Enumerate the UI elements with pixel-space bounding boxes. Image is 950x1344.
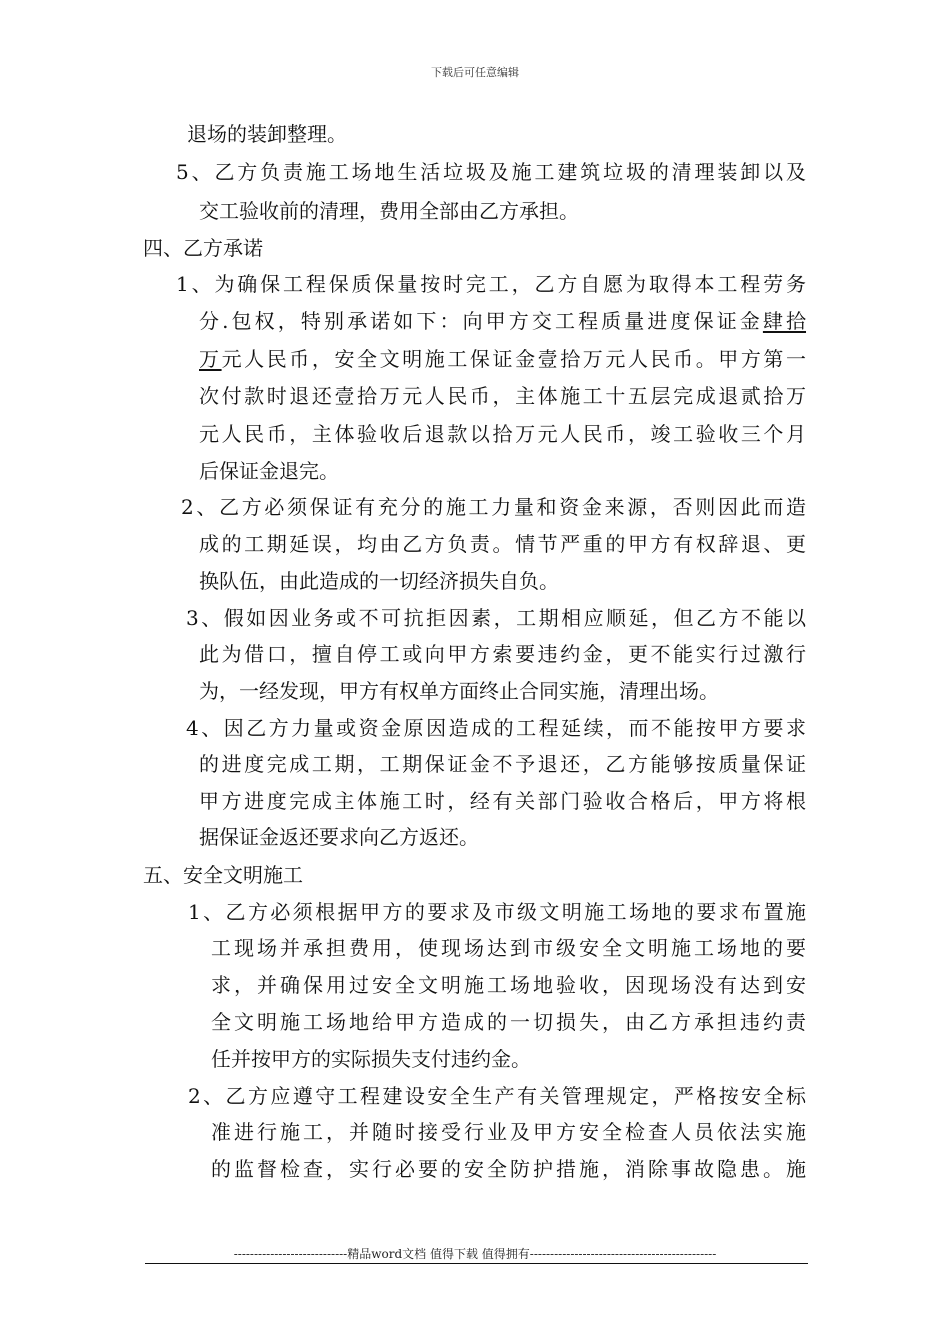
page-footer: ----------------------------精品word文档 值得下载 值得拥有---------------------------------------------- [233,1247,717,1261]
text-line: 成的工期延误，均由乙方负责。情节严重的甲方有权辞退、更 [199,532,806,556]
text-line: 2、乙方应遵守工程建设安全生产有关管理规定，严格按安全标 [188,1084,806,1108]
text-line: 任并按甲方的实际损失支付违约金。 [211,1047,531,1071]
text-line: 甲方进度完成主体施工时，经有关部门验收合格后，甲方将根 [199,789,806,813]
text-line: 1、乙方必须根据甲方的要求及市级文明施工场地的要求布置施 [188,900,806,924]
text-line: 的进度完成工期，工期保证金不予退还，乙方能够按质量保证 [199,752,806,776]
text-span: 元人民币，安全文明施工保证金壹拾万元人民币。甲方第一 [221,347,807,371]
text-line: 次付款时退还壹拾万元人民币，主体施工十五层完成退贰拾万 [199,384,806,408]
page-header: 下载后可任意编辑 [431,66,519,79]
text-line [199,307,806,335]
text-line: 5、乙方负责施工场地生活垃圾及施工建筑垃圾的清理装卸以及 [176,160,806,184]
text-line: 准进行施工，并随时接受行业及甲方安全检查人员依法实施 [211,1120,806,1144]
underlined-amount: 肆拾 [762,309,807,333]
text-line: 换队伍，由此造成的一切经济损失自负。 [199,569,559,593]
text-line: 的监督检查，实行必要的安全防护措施，消除事故隐患。施 [211,1157,806,1181]
underlined-amount: 万 [199,347,222,371]
text-line: 工现场并承担费用，使现场达到市级安全文明施工场地的要 [211,936,806,960]
text-line: 退场的装卸整理。 [187,122,347,146]
text-line: 全文明施工场地给甲方造成的一切损失，由乙方承担违约责 [211,1010,806,1034]
text-line: 2、乙方必须保证有充分的施工力量和资金来源，否则因此而造 [181,495,806,519]
text-line: 1、为确保工程保质保量按时完工，乙方自愿为取得本工程劳务 [176,272,806,296]
footer-divider [145,1263,808,1264]
text-line: 后保证金退完。 [199,459,339,483]
text-line: 据保证金返还要求向乙方返还。 [199,825,479,849]
text-line: 4、因乙方力量或资金原因造成的工程延续，而不能按甲方要求 [186,716,806,740]
text-line: 求，并确保用过安全文明施工场地验收，因现场没有达到安 [211,973,806,997]
text-line: 3、假如因业务或不可抗拒因素，工期相应顺延，但乙方不能以 [186,606,806,630]
text-line: 交工验收前的清理，费用全部由乙方承担。 [199,199,579,223]
section-heading: 五、安全文明施工 [143,863,303,887]
text-span: 分.包权，特别承诺如下：向甲方交工程质量进度保证金 [199,309,763,333]
text-line [199,345,806,373]
text-line: 此为借口，擅自停工或向甲方索要违约金，更不能实行过激行 [199,642,806,666]
text-line: 为，一经发现，甲方有权单方面终止合同实施，清理出场。 [199,679,719,703]
section-heading: 四、乙方承诺 [143,236,263,260]
text-line: 元人民币，主体验收后退款以拾万元人民币，竣工验收三个月 [199,422,806,446]
